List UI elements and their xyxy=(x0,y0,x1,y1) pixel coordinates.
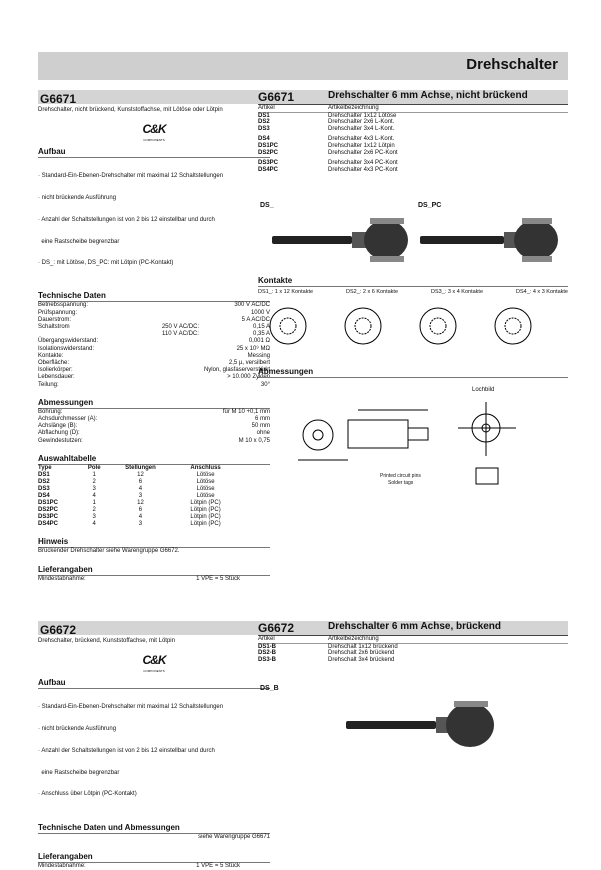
solder-tags-label: Solder tags xyxy=(388,480,414,486)
kontakt-diagram-2 xyxy=(345,308,381,344)
g6671-aufbau-list xyxy=(38,158,270,282)
g6672-liefer-title: Lieferangaben xyxy=(38,852,270,863)
lochbild-label: Lochbild xyxy=(472,387,495,393)
g6672-right-bar: G6672 Drehschalter 6 mm Achse, brückend xyxy=(258,621,568,636)
abm-diagram-title: Abmessungen xyxy=(258,367,568,378)
aufbau-item: · Anzahl der Schaltstellungen ist von 2 bis 12 einstellbar und durch xyxy=(38,216,215,223)
abm-row: Gewindestutzen: M 10 x 0,75 xyxy=(38,437,270,444)
g6671-tech-title: Technische Daten xyxy=(38,291,270,302)
g6672-right xyxy=(258,621,568,692)
aufbau-item: · DS_: mit Lötöse, DS_PC: mit Lötpin (PC-Kontakt) xyxy=(38,260,174,267)
kontakte-diagrams xyxy=(258,298,568,358)
kontakt-label: DS2_: 2 x 6 Kontakte xyxy=(346,289,399,295)
ck-logo: C&K COMPONENTS xyxy=(142,122,166,143)
g6671-tech-list xyxy=(38,302,270,388)
tech-row: Betriebsspannung: 300 V AC/DC xyxy=(38,302,270,309)
aufbau-item: · Standard-Ein-Ebenen-Drehschalter mit maximal 12 Schaltstellungen xyxy=(38,703,224,710)
col-stellungen: Stellungen xyxy=(125,464,156,471)
tech-row: Prüfspannung: 1000 V xyxy=(38,309,270,316)
tech-row: Teilung: 30° xyxy=(38,381,270,388)
tech-row: Dauerstrom: 5 A AC/DC xyxy=(38,316,270,323)
auswahl-header-row xyxy=(38,465,238,472)
img-label-ds: DS_ xyxy=(260,202,274,209)
table-row: DS1 1 12 Lötöse xyxy=(38,471,215,478)
dimension-drawing xyxy=(258,390,568,510)
page-header xyxy=(38,52,568,80)
g6671-right xyxy=(258,90,568,486)
lochbild-view xyxy=(458,402,516,484)
table-row: DS2PC 2 6 Lötpin (PC) xyxy=(38,506,221,513)
g6671-right-title: Drehschalter 6 mm Achse, nicht brückend xyxy=(328,90,528,101)
list-item: DS1PC Drehschalter 1x12 Lötpin xyxy=(258,142,395,149)
kontakt-label: DS4_: 4 x 3 Kontakte xyxy=(516,289,568,295)
g6672-left xyxy=(38,621,270,870)
g6671-auswahl-title: Auswahltabelle xyxy=(38,454,270,465)
tech-row: Schaltstrom 250 V AC/DC: 0,15 A xyxy=(38,323,270,330)
col-pole: Pole xyxy=(87,464,101,471)
page-title: Drehschalter xyxy=(466,56,558,73)
g6672-liefer-row: Mindestabnahme: 1 VPE = 5 Stück xyxy=(38,862,240,869)
g6671-abm-title: Abmessungen xyxy=(38,398,270,409)
aufbau-item: · nicht brückende Ausführung xyxy=(38,725,117,732)
list-item: DS3-B Drehschalt 3x4 brückend xyxy=(258,656,395,663)
list-item: DS1 Drehschalter 1x12 Lötöse xyxy=(258,112,397,119)
abm-row: Achslänge (B): 50 mm xyxy=(38,423,270,430)
list-item: DS1-B Drehschalt 1x12 brückend xyxy=(258,643,398,650)
abm-row: Abflachung (D): ohne xyxy=(38,430,270,437)
tech-row: 110 V AC/DC: 0,35 A xyxy=(162,331,270,338)
side-view xyxy=(298,410,428,460)
table-row: DS1PC 1 12 Lötpin (PC) xyxy=(38,499,221,506)
article-list-g6671 xyxy=(258,113,568,174)
tech-row: Lebensdauer: > 10.000 Zyklen xyxy=(38,374,270,381)
g6671-abm-list xyxy=(38,409,270,445)
switch-photo-ds xyxy=(272,218,408,262)
g6671-code: G6671 xyxy=(40,92,77,106)
table-row: DS4 4 3 Lötöse xyxy=(38,492,215,499)
list-item: DS2-B Drehschalt 2x6 brückend xyxy=(258,650,395,657)
kontakt-label: DS3_: 3 x 4 Kontakte xyxy=(431,289,484,295)
g6671-hinweis-title: Hinweis xyxy=(38,537,270,548)
table-row: DS3 3 4 Lötöse xyxy=(38,485,215,492)
tech-row: Isolationswiderstand: 25 x 10⁹ MΩ xyxy=(38,345,270,352)
g6671-subtitle: Drehschalter, nicht brückend, Kunststoffachse, mit Lötöse oder Lötpin xyxy=(38,107,223,113)
g6672-code-bar xyxy=(38,621,270,635)
g6671-aufbau-title: Aufbau xyxy=(38,147,270,158)
switch-photo-dsb xyxy=(258,693,568,758)
g6671-liefer-row: Mindestabnahme: 1 VPE = 5 Stück xyxy=(38,576,240,583)
tech-row: Isolierkörper: Nylon, glasfaserverstärkt xyxy=(38,367,270,374)
img-label-dsb: DS_B xyxy=(260,685,279,692)
abm-row: Bohrung: für M 10 +0,1 mm xyxy=(38,408,270,415)
aufbau-item: · nicht brückende Ausführung xyxy=(38,194,117,201)
table-row: DS3PC 3 4 Lötpin (PC) xyxy=(38,513,221,520)
list-item: DS2PC Drehschalter 2x6 PC-Kont xyxy=(258,149,398,156)
col-anschluss: Anschluss xyxy=(190,464,221,471)
aufbau-item: · Standard-Ein-Ebenen-Drehschalter mit maximal 12 Schaltstellungen xyxy=(38,172,224,179)
article-list-g6672 xyxy=(258,644,568,664)
g6671-right-bar: G6671 Drehschalter 6 mm Achse, nicht brückend xyxy=(258,90,568,105)
g6672-tech-title: Technische Daten und Abmessungen xyxy=(38,823,270,834)
g6671-liefer-title: Lieferangaben xyxy=(38,565,270,576)
tech-row: Übergangswiderstand: 0,001 Ω xyxy=(38,338,270,345)
table-row: DS4PC 4 3 Lötpin (PC) xyxy=(38,520,221,527)
list-item: DS2 Drehschalter 2x6 L-Kont. xyxy=(258,119,395,126)
abm-row: Achsdurchmesser (A): 6 mm xyxy=(38,415,270,422)
g6671-hinweis: Brückender Drehschalter siehe Warengruppe G6672. xyxy=(38,547,180,554)
g6671-left xyxy=(38,90,270,583)
aufbau-item: eine Rastscheibe begrenzbar xyxy=(38,769,120,776)
aufbau-item: · Anzahl der Schaltstellungen ist von 2 bis 12 einstellbar und durch xyxy=(38,747,215,754)
aufbau-item: · Anschluss über Lötpin (PC-Kontakt) xyxy=(38,791,137,798)
kontakt-label: DS1_: 1 x 12 Kontakte xyxy=(258,289,314,295)
switch-photos xyxy=(258,208,568,273)
kontakte-labels xyxy=(258,289,568,295)
kontakt-diagram-1 xyxy=(270,308,306,344)
article-header-2: Artikel Artikelbezeichnung xyxy=(258,636,568,644)
list-item: DS3 Drehschalter 3x4 L-Kont. xyxy=(258,125,395,132)
g6672-tech-ref: siehe Warengruppe G6671 xyxy=(198,834,270,841)
list-item: DS4PC Drehschalter 4x3 PC-Kont xyxy=(258,166,398,173)
img-label-dspc: DS_PC xyxy=(418,202,442,209)
ck-logo-2: C&K COMPONENTS xyxy=(142,653,166,674)
tech-row: Oberfläche: 2,5 µ, versilbert xyxy=(38,359,270,366)
table-row: DS2 2 6 Lötöse xyxy=(38,478,215,485)
g6672-right-title: Drehschalter 6 mm Achse, brückend xyxy=(328,621,502,632)
printed-pins-label: Printed circuit pins xyxy=(380,473,421,479)
aufbau-item: eine Rastscheibe begrenzbar xyxy=(38,238,120,245)
g6672-code: G6672 xyxy=(40,623,77,637)
g6672-subtitle: Drehschalter, brückend, Kunststoffachse, mit Lötpin xyxy=(38,638,175,644)
tech-row: Kontakte: Messing xyxy=(38,352,270,359)
list-item: DS4 Drehschalter 4x3 L-Kont. xyxy=(258,136,395,143)
g6671-code-bar xyxy=(38,90,270,104)
auswahl-table xyxy=(38,465,238,528)
kontakt-diagram-3 xyxy=(420,308,456,344)
switch-photo-dspc xyxy=(420,218,558,262)
article-header: Artikel Artikelbezeichnung xyxy=(258,105,568,113)
kontakt-diagram-4 xyxy=(495,308,531,344)
g6672-aufbau-list xyxy=(38,689,270,813)
list-item: DS3PC Drehschalter 3x4 PC-Kont xyxy=(258,160,398,167)
col-type: Type xyxy=(38,464,52,471)
kontakte-title: Kontakte xyxy=(258,276,568,287)
g6672-aufbau-title: Aufbau xyxy=(38,678,270,689)
